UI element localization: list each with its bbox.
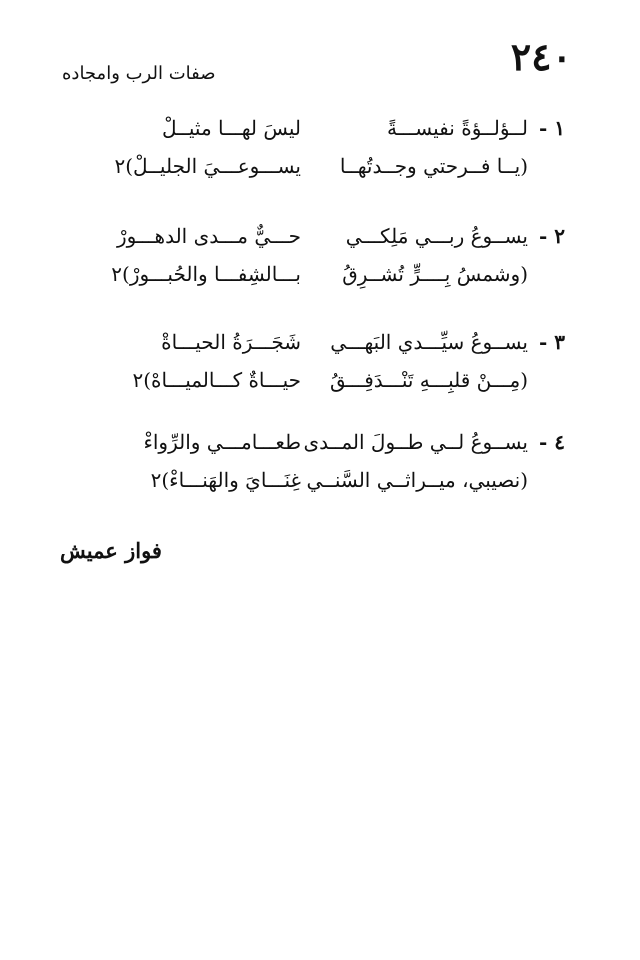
verse-line-2 bbox=[61, 368, 576, 402]
hemistich-right: (يــا فــرحتي وجــدتُهــا bbox=[339, 154, 528, 178]
hemistich-right: (مِـــنْ قلبِـــهِ تَنْـــدَفِـــقُ bbox=[329, 368, 528, 392]
stanza-number: ٤ - bbox=[538, 430, 565, 454]
author-name: فواز عميش bbox=[60, 538, 162, 563]
hemistich-left: غِنَـــايَ والهَنـــاءْ)٢ bbox=[150, 468, 301, 492]
hemistich-right: يســوعُ لــي طــولَ المــدى bbox=[303, 430, 528, 454]
verse-line-2 bbox=[61, 468, 576, 502]
hemistich-left: حيـــاةٌ كـــالميـــاهْ)٢ bbox=[132, 368, 301, 392]
verse-line-1 bbox=[61, 224, 576, 258]
verse-line-1 bbox=[61, 330, 576, 364]
page-number: ٢٤٠ bbox=[510, 34, 572, 79]
stanza-4 bbox=[61, 430, 576, 500]
stanza-2 bbox=[61, 224, 576, 294]
hemistich-right: يســوعُ ربـــي مَلِكـــي bbox=[345, 224, 528, 248]
stanza-number: ١ - bbox=[538, 116, 565, 140]
hemistich-right: لــؤلــؤةً نفيســـةً bbox=[387, 116, 528, 140]
running-title: صفات الرب وامجاده bbox=[62, 63, 216, 84]
hemistich-left: طعـــامـــي والرِّواءْ bbox=[143, 430, 301, 454]
stanza-number: ٢ - bbox=[538, 224, 565, 248]
verse-line-1 bbox=[61, 430, 576, 464]
hemistich-left: ليسَ لهـــا مثيــلْ bbox=[162, 116, 301, 140]
verse-line-2 bbox=[61, 262, 576, 296]
stanza-number: ٣ - bbox=[538, 330, 565, 354]
stanza-3 bbox=[61, 330, 576, 400]
hemistich-left: يســـوعـــيَ الجليــلْ)٢ bbox=[114, 154, 301, 178]
hemistich-right: يســوعُ سيِّـــدي البَهـــي bbox=[330, 330, 528, 354]
hemistich-left: شَجَـــرَةُ الحيـــاةْ bbox=[161, 330, 301, 354]
hemistich-right: (وشمسُ بِــــرٍّ تُشــرِقُ bbox=[342, 262, 528, 286]
stanza-1 bbox=[61, 116, 576, 186]
verse-line-1 bbox=[61, 116, 576, 150]
hemistich-right: (نصيبي، ميــراثــي السَّنــي bbox=[306, 468, 528, 492]
hemistich-left: حـــيٌّ مـــدى الدهـــورْ bbox=[116, 224, 301, 248]
verse-line-2 bbox=[61, 154, 576, 188]
hemistich-left: بـــالشِفـــا والحُبـــورْ)٢ bbox=[111, 262, 301, 286]
